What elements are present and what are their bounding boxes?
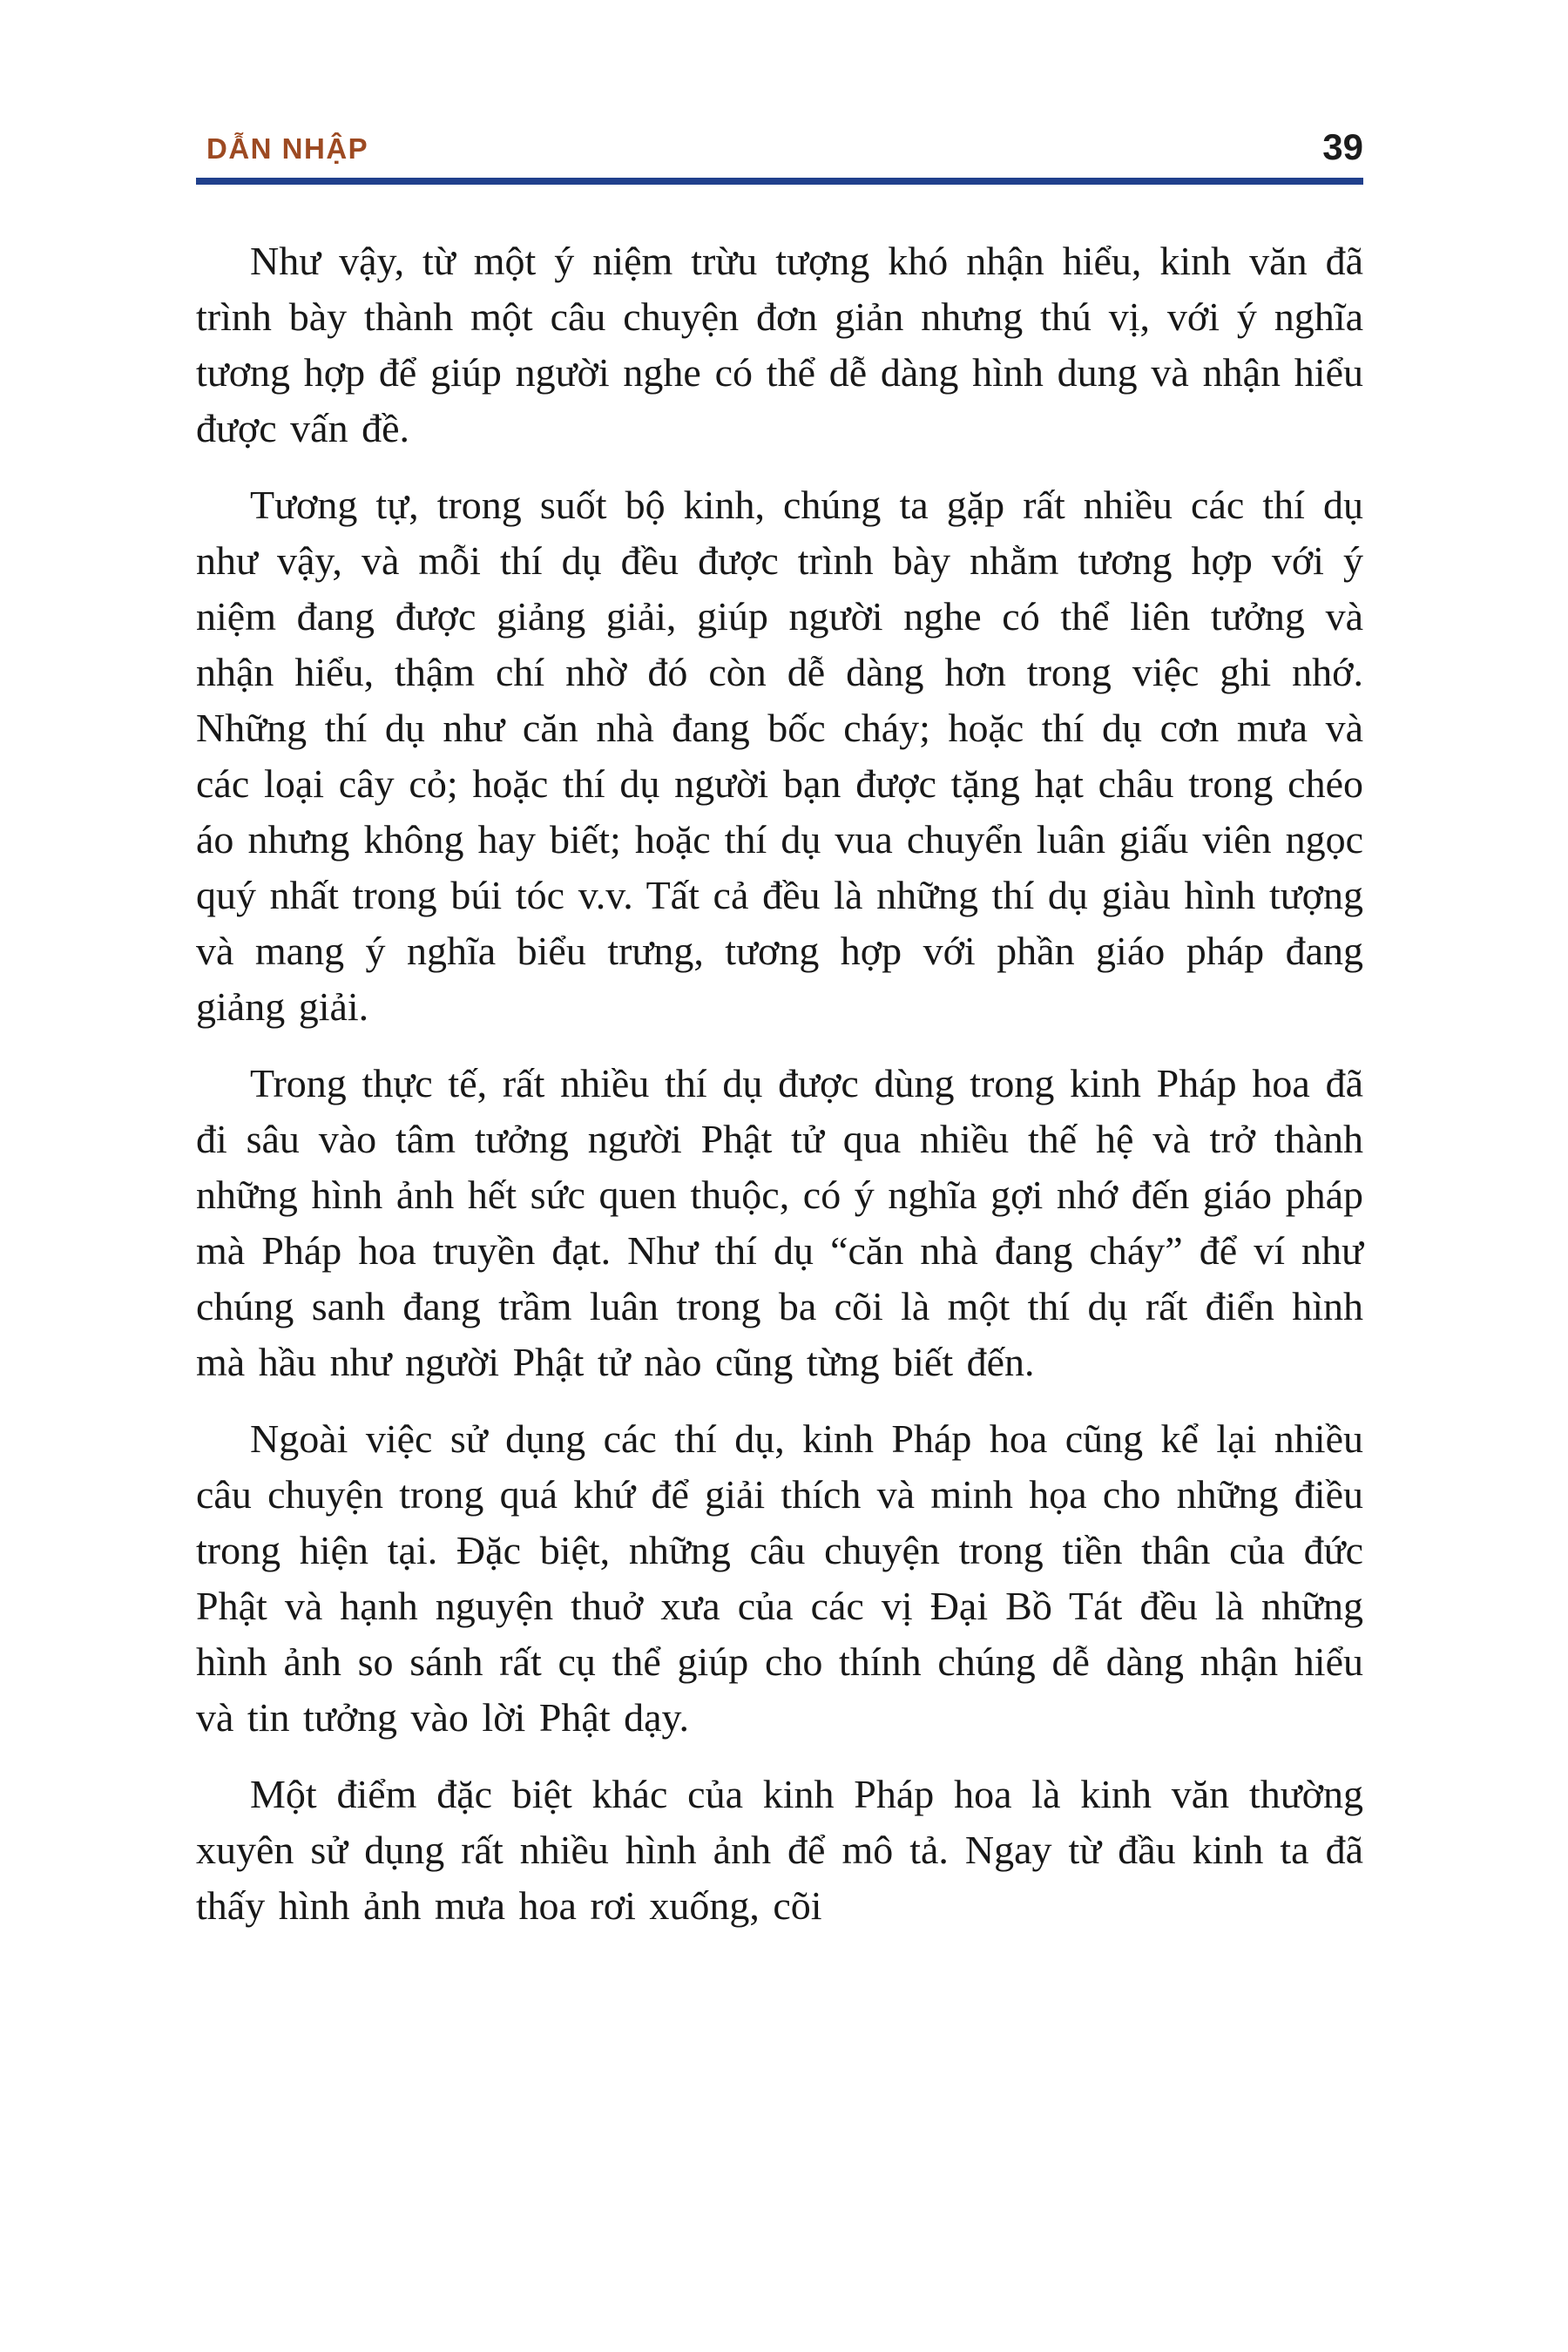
body-paragraph: Tương tự, trong suốt bộ kinh, chúng ta gặp rất nhiều các thí dụ như vậy, và mỗi thí dụ đều được trình bày nhằm tương hợp với ý niệm đang được giảng giải, giúp người nghe có thể liên tưởng và nhận hiểu, thậm chí nhờ đó còn dễ dàng hơn trong việc ghi nhớ. Những thí dụ như căn nhà đang bốc cháy; hoặc thí dụ cơn mưa và các loại cây cỏ; hoặc thí dụ người bạn được tặng hạt châu trong chéo áo nhưng không hay biết; hoặc thí dụ vua chuyển luân giấu viên ngọc quý nhất trong búi tóc v.v. Tất cả đều là những thí dụ giàu hình tượng và mang ý nghĩa biểu trưng, tương hợp với phần giáo pháp đang giảng giải.: [196, 483, 1363, 1029]
body-paragraph: Như vậy, từ một ý niệm trừu tượng khó nhận hiểu, kinh văn đã trình bày thành một câu chuyện đơn giản nhưng thú vị, với ý nghĩa tương hợp để giúp người nghe có thể dễ dàng hình dung và nhận hiểu được vấn đề.: [196, 239, 1363, 450]
body-paragraph: Trong thực tế, rất nhiều thí dụ được dùng trong kinh Pháp hoa đã đi sâu vào tâm tưởng người Phật tử qua nhiều thế hệ và trở thành những hình ảnh hết sức quen thuộc, có ý nghĩa gợi nhớ đến giáo pháp mà Pháp hoa truyền đạt. Như thí dụ “căn nhà đang cháy” để ví như chúng sanh đang trầm luân trong ba cõi là một thí dụ rất điển hình mà hầu như người Phật tử nào cũng từng biết đến.: [196, 1061, 1363, 1384]
body-paragraph: Ngoài việc sử dụng các thí dụ, kinh Pháp hoa cũng kể lại nhiều câu chuyện trong quá khứ để giải thích và minh họa cho những điều trong hiện tại. Đặc biệt, những câu chuyện trong tiền thân của đức Phật và hạnh nguyện thuở xưa của các vị Đại Bồ Tát đều là những hình ảnh so sánh rất cụ thể giúp cho thính chúng dễ dàng nhận hiểu và tin tưởng vào lời Phật dạy.: [196, 1416, 1363, 1740]
running-head-row: [196, 126, 1363, 167]
header-rule: [196, 178, 1363, 185]
section-title: DẪN NHẬP: [206, 132, 369, 165]
body-paragraph: Một điểm đặc biệt khác của kinh Pháp hoa là kinh văn thường xuyên sử dụng rất nhiều hình ảnh để mô tả. Ngay từ đầu kinh ta đã thấy hình ảnh mưa hoa rơi xuống, cõi: [196, 1772, 1363, 1928]
page-number: 39: [1322, 126, 1363, 167]
page-body: [196, 233, 1363, 1934]
running-head: [196, 126, 1363, 185]
page-content: [196, 126, 1363, 1934]
